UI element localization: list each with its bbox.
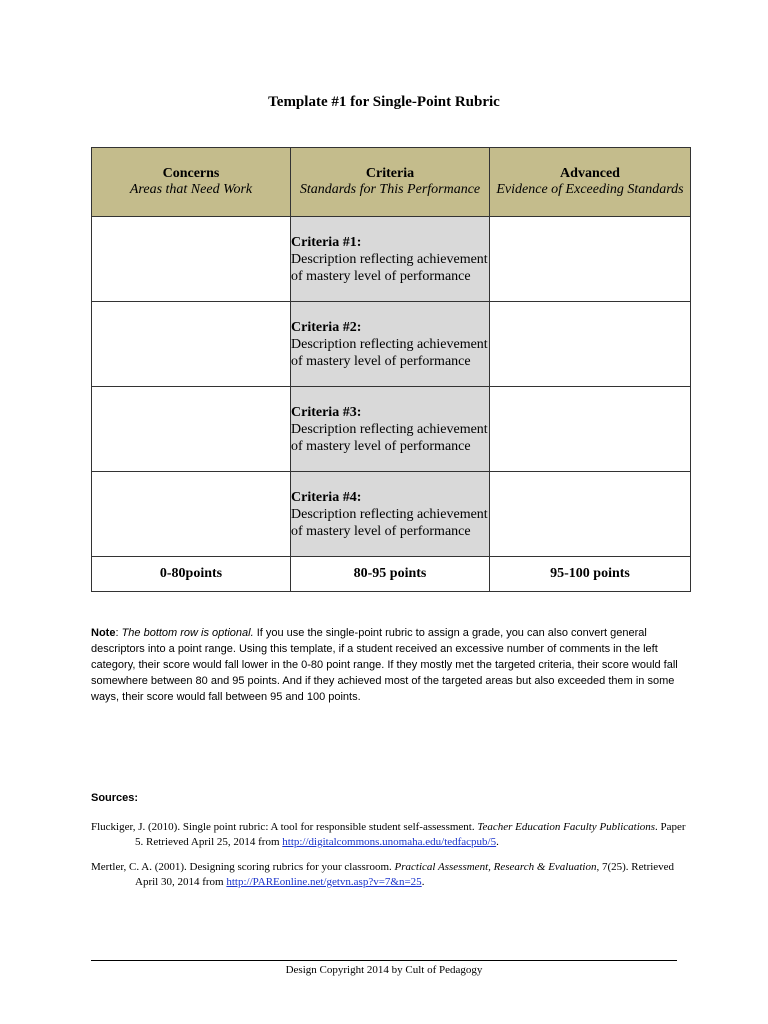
concerns-cell[interactable] [92, 387, 291, 472]
reference-end: . [421, 876, 425, 888]
rubric-table [91, 147, 691, 592]
points-concerns: 0-80points [92, 557, 291, 592]
reference-text: Mertler, C. A. (2001). Designing scoring rubrics for your classroom. [91, 861, 395, 873]
table-row [92, 472, 691, 557]
header-criteria [291, 148, 490, 217]
reference-publication: Practical Assessment, Research & Evaluation [394, 861, 597, 873]
header-row [92, 148, 691, 217]
criteria-cell [291, 387, 490, 472]
header-advanced [490, 148, 691, 217]
header-criteria-title: Criteria [365, 166, 415, 181]
note-paragraph: Note: The bottom row is optional. If you use the single-point rubric to assign a grade, you can also convert general descriptors into a point range. Using this template, if a student received an excessive number of comments in the left category, their score would fall lower in the 0-80 point range. If they mostly met the targeted criteria, their score would fall somewhere between 80 and 95 points. And if they achieved most of the targeted areas but also exceeded them in some ways, their score would fall between 95 and 100 points. [91, 627, 678, 703]
criteria-description: Description reflecting achievement of mastery level of performance [291, 336, 488, 369]
points-advanced: 95-100 points [490, 557, 691, 592]
reference-link[interactable]: http://digitalcommons.unomaha.edu/tedfacpub/5 [282, 836, 497, 848]
criteria-label: Criteria #1: [291, 234, 362, 250]
criteria-cell [291, 217, 490, 302]
header-advanced-title: Advanced [560, 166, 620, 181]
concerns-cell[interactable] [92, 302, 291, 387]
advanced-cell[interactable] [490, 217, 691, 302]
criteria-label: Criteria #3: [291, 404, 362, 420]
reference-end: . [496, 836, 499, 848]
note-text: If you use the single-point rubric to assign a grade, you can also convert general descriptors into a point range. Using this template, if a student received an excessive number of comments in the left category, their score would fall lower in the 0-80 point range. If they mostly met the targeted criteria, their score would fall somewhere between 80 and 95 points. And if they achieved most of the targeted areas but also exceeded them in some ways, their score would fall between 95 and 100 points. [91, 627, 678, 703]
header-concerns [92, 148, 291, 217]
header-criteria-subtitle: Standards for This Performance [299, 182, 481, 197]
table-row [92, 217, 691, 302]
reference-item [91, 860, 695, 890]
footer-copyright: Design Copyright 2014 by Cult of Pedagogy [285, 964, 483, 976]
note-italic: The bottom row is optional. [121, 627, 254, 639]
points-criteria: 80-95 points [291, 557, 490, 592]
table-row [92, 387, 691, 472]
page-title: Template #1 for Single-Point Rubric [268, 94, 500, 110]
table-row [92, 302, 691, 387]
header-concerns-title: Concerns [162, 166, 220, 181]
criteria-description: Description reflecting achievement of mastery level of performance [291, 251, 488, 284]
criteria-description: Description reflecting achievement of mastery level of performance [291, 421, 488, 454]
concerns-cell[interactable] [92, 472, 291, 557]
advanced-cell[interactable] [490, 302, 691, 387]
advanced-cell[interactable] [490, 387, 691, 472]
reference-text: , 7(25). Retrieved April 30, 2014 from [135, 861, 675, 888]
criteria-label: Criteria #2: [291, 319, 362, 335]
criteria-description: Description reflecting achievement of mastery level of performance [291, 506, 488, 539]
footer-divider [91, 960, 677, 961]
sources-title: Sources: [91, 792, 139, 804]
header-advanced-subtitle: Evidence of Exceeding Standards [496, 182, 684, 197]
reference-text: . Paper 5. Retrieved April 25, 2014 from [135, 821, 686, 848]
advanced-cell[interactable] [490, 472, 691, 557]
header-concerns-subtitle: Areas that Need Work [129, 182, 253, 197]
concerns-cell[interactable] [92, 217, 291, 302]
criteria-label: Criteria #4: [291, 489, 362, 505]
reference-text: Fluckiger, J. (2010). Single point rubric: A tool for responsible student self-assessment. [91, 821, 478, 833]
reference-link[interactable]: http://PAREonline.net/getvn.asp?v=7&n=25 [226, 876, 422, 888]
reference-item [91, 820, 695, 850]
reference-publication: Teacher Education Faculty Publications [477, 821, 656, 833]
points-row [92, 557, 691, 592]
note-label: Note [91, 627, 116, 639]
criteria-cell [291, 472, 490, 557]
criteria-cell [291, 302, 490, 387]
